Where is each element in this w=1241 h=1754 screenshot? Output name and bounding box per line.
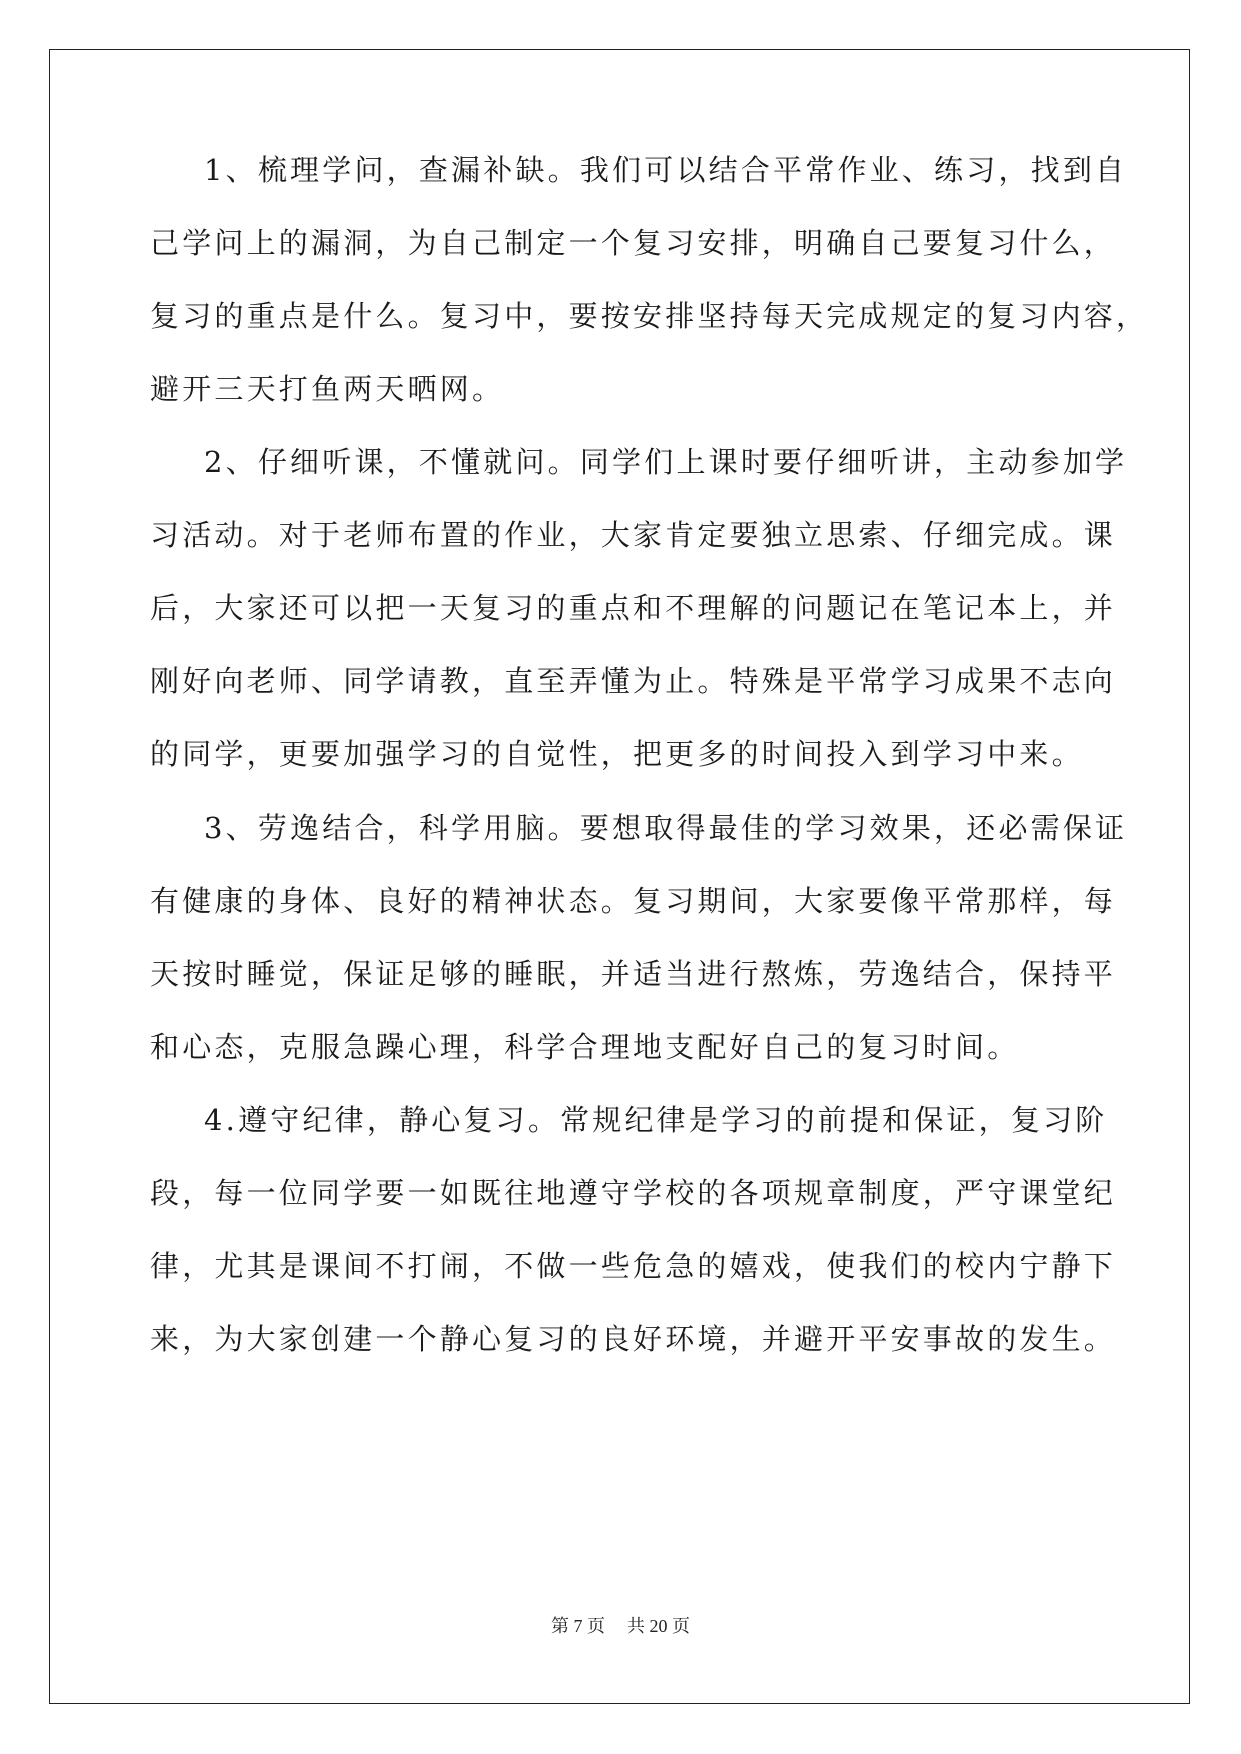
paragraph-2-line-1: 2、仔细听课，不懂就问。同学们上课时要仔细听讲，主动参加学 (204, 445, 1128, 479)
paragraph-3-line-3: 天按时睡觉，保证足够的睡眠，并适当进行熬炼，劳逸结合，保持平 (150, 957, 1117, 991)
page-total: 共 20 页 (627, 1616, 690, 1636)
page-footer (0, 1612, 1241, 1638)
paragraph-3-line-1: 3、劳逸结合，科学用脑。要想取得最佳的学习效果，还必需保证 (204, 811, 1128, 845)
paragraph-1-line-2: 己学问上的漏洞，为自己制定一个复习安排，明确自己要复习什么， (150, 226, 1117, 260)
paragraph-2-line-3: 后，大家还可以把一天复习的重点和不理解的问题记在笔记本上，并 (150, 591, 1117, 625)
paragraph-4-line-3: 律，尤其是课间不打闹，不做一些危急的嬉戏，使我们的校内宁静下 (150, 1249, 1117, 1283)
paragraph-2-line-2: 习活动。对于老师布置的作业，大家肯定要独立思索、仔细完成。课 (150, 518, 1117, 552)
paragraph-1-line-4: 避开三天打鱼两天晒网。 (150, 372, 505, 406)
paragraph-1-line-3: 复习的重点是什么。复习中，要按安排坚持每天完成规定的复习内容， (150, 299, 1149, 333)
paragraph-3-line-4: 和心态，克服急躁心理，科学合理地支配好自己的复习时间。 (150, 1030, 1020, 1064)
page-number: 第 7 页 (551, 1616, 605, 1636)
paragraph-2-line-5: 的同学，更要加强学习的自觉性，把更多的时间投入到学习中来。 (150, 737, 1084, 771)
paragraph-2-line-4: 刚好向老师、同学请教，直至弄懂为止。特殊是平常学习成果不志向 (150, 664, 1117, 698)
paragraph-4-line-1: 4.遵守纪律，静心复习。常规纪律是学习的前提和保证，复习阶 (204, 1103, 1108, 1137)
paragraph-1-line-1: 1、梳理学问，查漏补缺。我们可以结合平常作业、练习，找到自 (204, 153, 1128, 187)
paragraph-3-line-2: 有健康的身体、良好的精神状态。复习期间，大家要像平常那样，每 (150, 884, 1117, 918)
paragraph-4-line-4: 来，为大家创建一个静心复习的良好环境，并避开平安事故的发生。 (150, 1322, 1117, 1356)
paragraph-4-line-2: 段，每一位同学要一如既往地遵守学校的各项规章制度，严守课堂纪 (150, 1176, 1117, 1210)
